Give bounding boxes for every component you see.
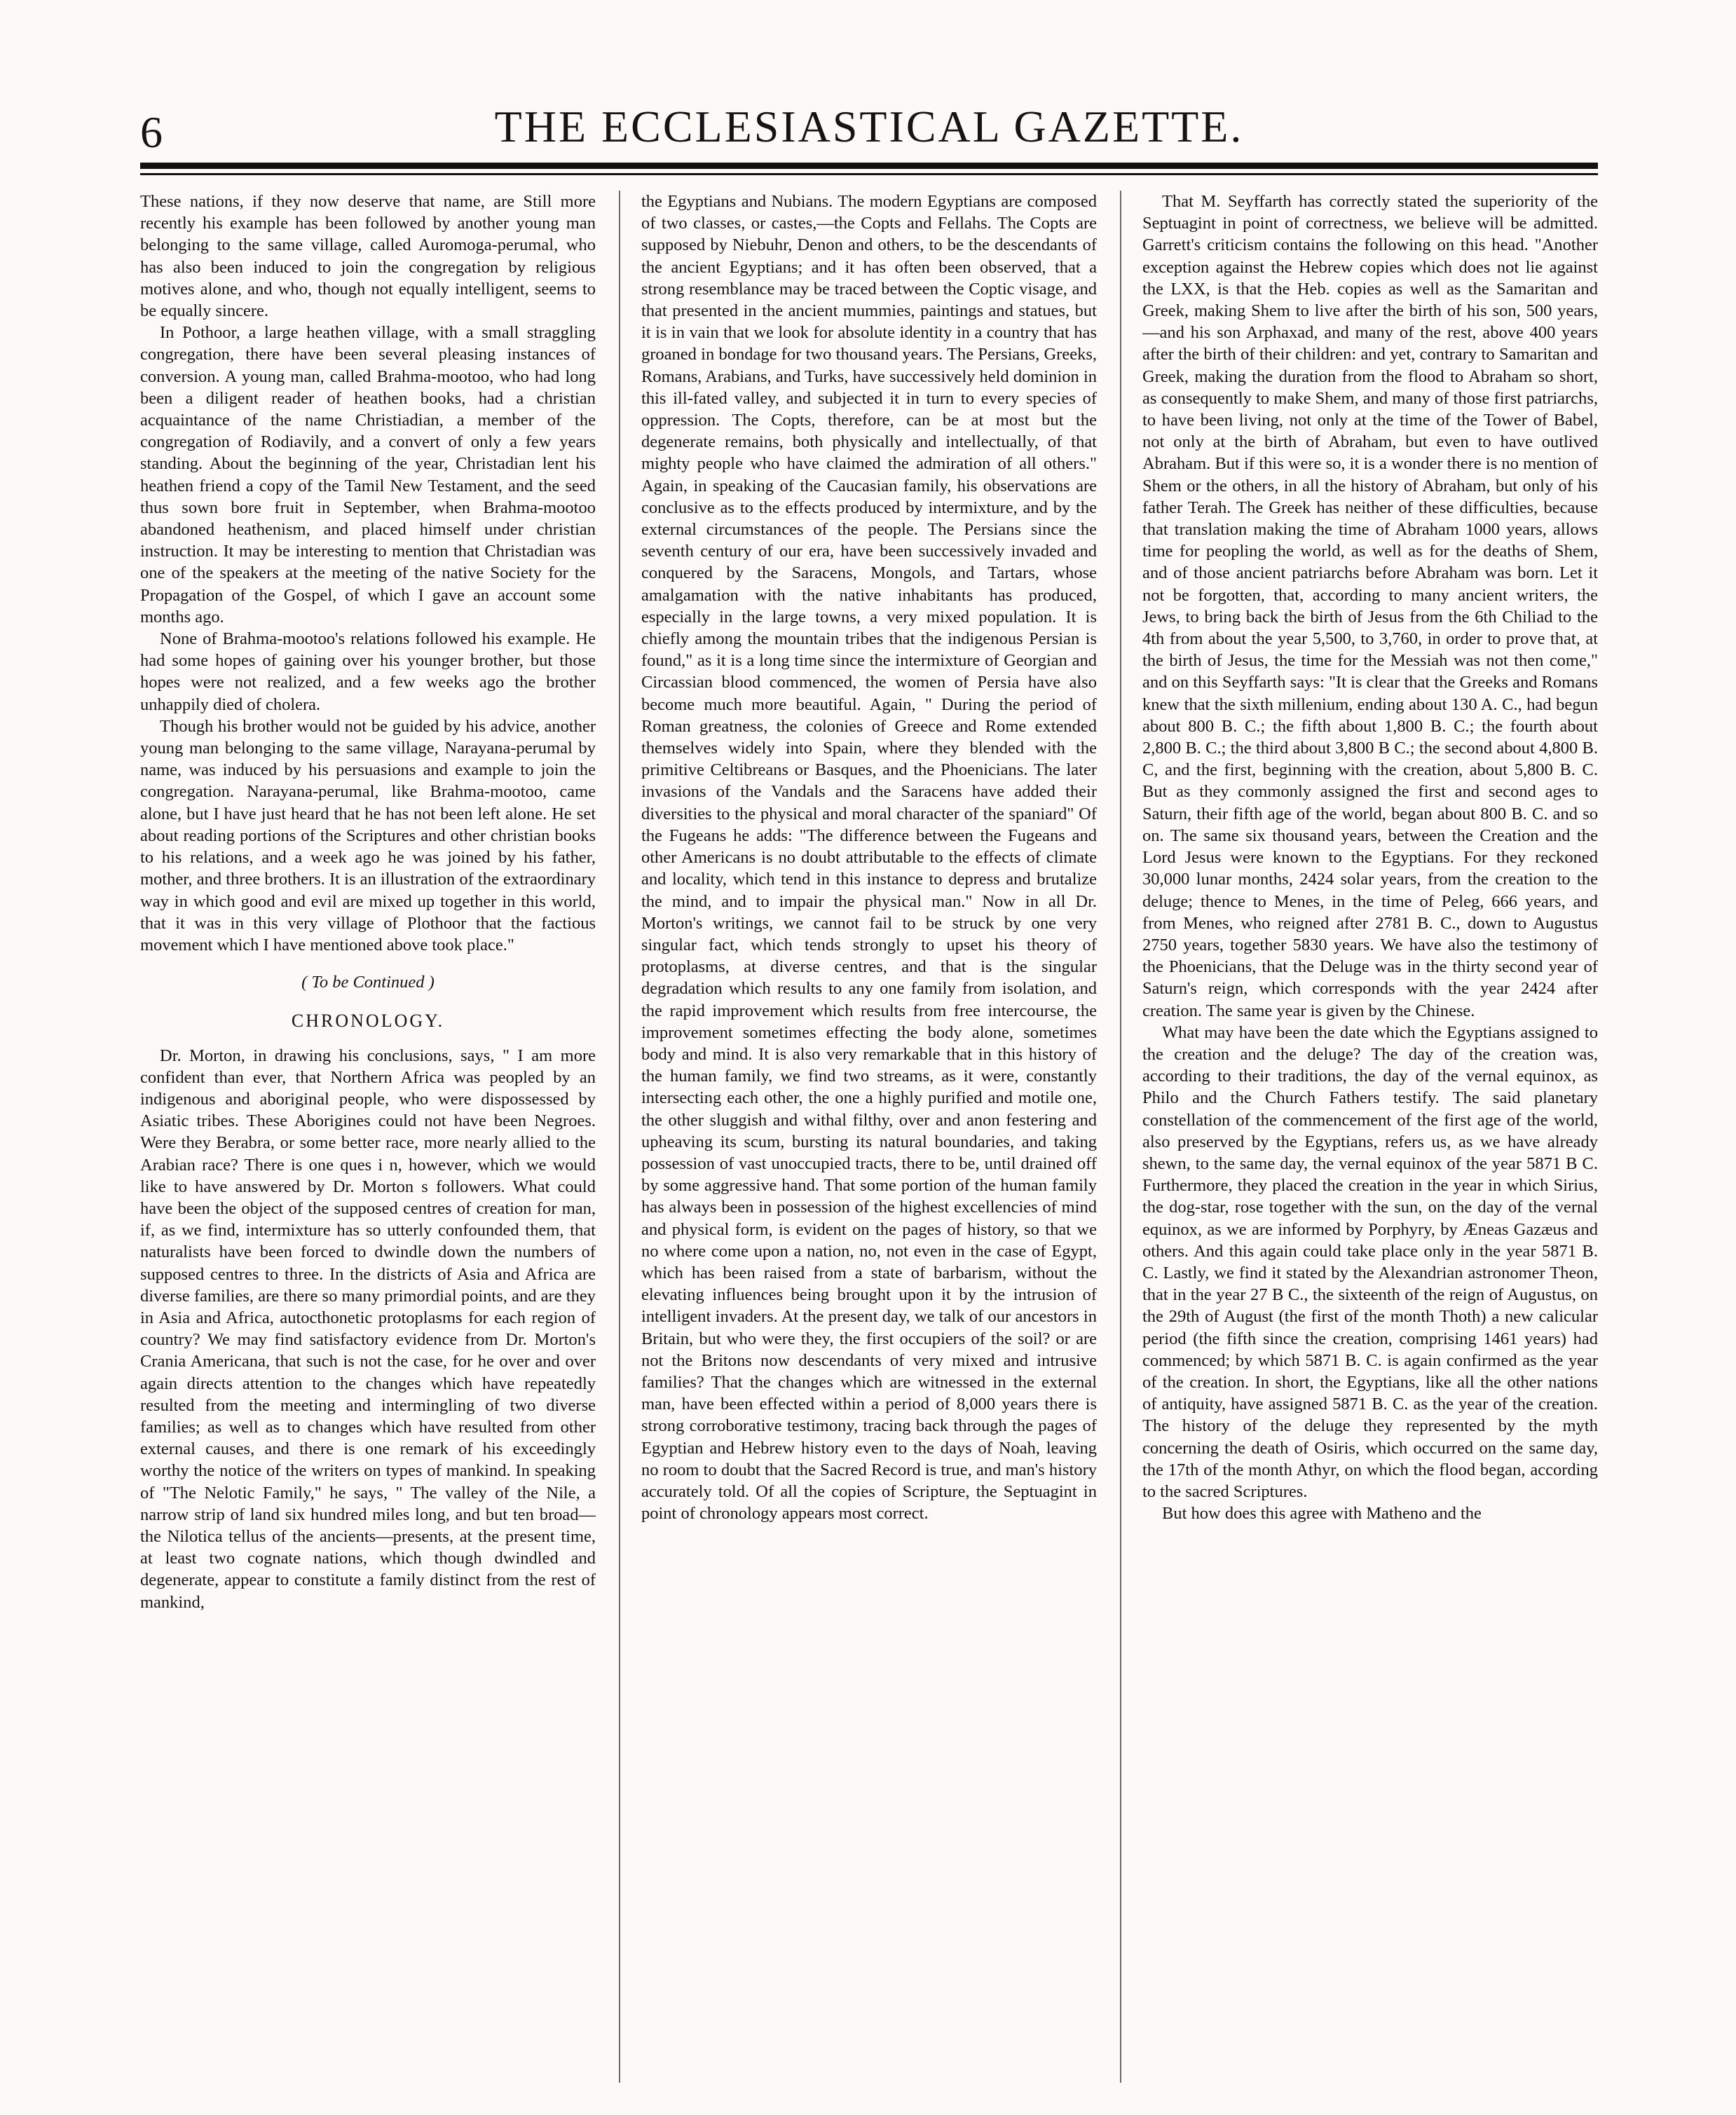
column-1 (140, 191, 596, 2083)
paragraph: What may have been the date which the Egyptians assigned to the creation and the deluge? The day of the creation was, according to their traditions, the day of the vernal equinox, as Philo and the Church Fathers testify. The said planetary constellation of the commencement of the first age of the world, also preserved by the Egyptians, refers us, as we have already shewn, to the same day, the vernal equinox of the year 5871 B C. Furthermore, they placed the creation in the year in which Sirius, the dog-star, rose together with the sun, on the day of the vernal equinox, as we are informed by Porphyry, by Æneas Gazæus and others. And this again could take place only in the year 5871 B. C. Lastly, we find it stated by the Alexandrian astronomer Theon, that in the year 27 B C., the sixteenth of the reign of Augustus, on the 29th of August (the first of the month Thoth) a new calicular period (the fifth since the creation, comprising 1461 years) had commenced; by which 5871 B. C. is again confirmed as the year of the creation. In short, the Egyptians, like all the other nations of antiquity, have assigned 5871 B. C. as the year of the creation. The history of the deluge they represented by the myth concerning the death of Osiris, which occurred on the same day, the 17th of the month Athyr, on which the flood began, according to the sacred Scriptures. (1142, 1022, 1598, 1501)
column-divider (619, 191, 620, 2083)
paragraph: Dr. Morton, in drawing his conclusions, says, " I am more confident than ever, that Northern Africa was peopled by an indigenous and aboriginal people, who were dispossessed by Asiatic tribes. These Aborigines could not have been Negroes. Were they Berabra, or some better race, more nearly allied to the Arabian race? There is one ques i n, however, which we would like to have answered by Dr. Morton s followers. What could have been the object of the supposed centres of creation for man, if, as we find, intermixture has so utterly confounded them, that naturalists have been forced to dwindle down the numbers of supposed centres to three. In the districts of Asia and Africa are diverse families, are there so many primordial points, and are they in Asia and Africa, autocthonetic protoplasms for each region of country? We may find satisfactory evidence from Dr. Morton's Crania Americana, that such is not the case, for he over and over again directs attention to the changes which have repeatedly resulted from the meeting and intermingling of two diverse families; as well as to changes which have resulted from other external causes, and there is one remark of his exceedingly worthy the notice of the writers on types of mankind. In speaking of "The Nelotic Family," he says, " The valley of the Nile, a narrow strip of land six hundred miles long, and but ten broad—the Nilotica tellus of the ancients—presents, at the present time, at least two cognate nations, which though dwindled and degenerate, appear to constitute a family distinct from the rest of mankind, (140, 1046, 596, 1612)
paragraph: Though his brother would not be guided by his advice, another young man belonging to the same village, Narayana-perumal by name, was induced by his persuasions and example to join the congregation. Narayana-perumal, like Brahma-mootoo, came alone, but I have just heard that he has not been left alone. He set about reading portions of the Scriptures and other christian books to his relations, and a week ago he was joined by his father, mother, and three brothers. It is an illustration of the extraordinary way in which good and evil are mixed up together in this world, that it was in this very village of Plothoor that the factious movement which I have mentioned above took place." (140, 716, 596, 954)
article-columns (140, 191, 1598, 2083)
paragraph: None of Brahma-mootoo's relations followed his example. He had some hopes of gaining over his younger brother, but those hopes were not realized, and a few weeks ago the brother unhappily died of cholera. (140, 629, 596, 714)
masthead-rule-thick (140, 163, 1598, 169)
column-divider (1120, 191, 1121, 2083)
column-3 (1142, 191, 1598, 2083)
paragraph: But how does this agree with Matheno and the (1162, 1504, 1482, 1524)
paragraph: These nations, if they now deserve that name, are Still more recently his example has been followed by another young man belonging to the same village, called Auromoga-perumal, who has also been induced to join the congregation by religious motives alone, and who, though not equally intelligent, seems to be equally sincere. (140, 192, 596, 321)
masthead (140, 84, 1598, 161)
paragraph: the Egyptians and Nubians. The modern Egyptians are composed of two classes, or castes,—the Copts and Fellahs. The Copts are supposed by Niebuhr, Denon and others, to be the descendants of the ancient Egyptians; and it has often been observed, that a strong resemblance may be traced between the Coptic visage, and that presented in the ancient mummies, paintings and statues, but it is in vain that we look for absolute identity in a country that has groaned in bondage for two thousand years. The Persians, Greeks, Romans, Arabians, and Turks, have successively held dominion in this ill-fated valley, and subjected it in turn to every species of oppression. The Copts, therefore, can be at most but the degenerate remains, both physically and intellectually, of that mighty people who have claimed the admiration of all others." Again, in speaking of the Caucasian family, his observations are conclusive as to the effects produced by intermixture, and by the external circumstances of the people. The Persians since the seventh century of our era, have been successively invaded and conquered by the Saracens, Mongols, and Tartars, whose amalgamation with the native inhabitants has produced, especially in the large towns, a very mixed population. It is chiefly among the mountain tribes that the indigenous Persian is found," as it is a long time since the intermixture of Georgian and Circassian blood commenced, the women of Persia have also become much more beautiful. Again, " During the period of Roman greatness, the colonies of Greece and Rome extended themselves widely into Spain, where they blended with the primitive Celtibreans or Basques, and the Phoenicians. The later invasions of the Vandals and the Saracens have added their diversities to the physical and moral character of the spaniard" Of the Fugeans he adds: "The difference between the Fugeans and other Americans is no doubt attributable to the effects of climate and locality, which tend in this instance to depress and brutalize the mind, and to impair the physical man." Now in all Dr. Morton's writings, we cannot fail to be struck by one very singular fact, which tends strongly to upset his theory of protoplasms, at diverse centres, and that is the singular degradation which results to any one family from isolation, and the rapid improvement which results from free intercourse, the improvement sometimes effecting the body alone, sometimes body and mind. It is also very remarkable that in this history of the human family, we find two streams, as it were, constantly intersecting each other, the one a highly purified and motile one, the other sluggish and withal filthy, over and anon festering and upheaving its scum, bursting its natural boundaries, and taking possession of vast unoccupied tracts, there to be, until drained off by some aggressive hand. That some portion of the human family has always been in possession of the highest excellencies of mind and physical form, is evident on the pages of history, so that we no where come upon a nation, no, not even in the case of Egypt, which has been raised from a state of barbarism, without the elevating influences being brought upon it by the intrusion of intelligent invaders. At the present day, we talk of our ancestors in Britain, but who were they, the first occupiers of the soil? or are not the Britons now descendants of very mixed and intrusive families? That the changes which are witnessed in the external man, have been effected within a period of 8,000 years there is strong corroborative testimony, tracing back through the pages of Egyptian and Hebrew history even to the days of Noah, leaving no room to doubt that the Sacred Record is true, and man's history accurately told. Of all the copies of Scripture, the Septuagint in point of chronology appears most correct. (641, 192, 1097, 1524)
newspaper-title: THE ECCLESIASTICAL GAZETTE. (494, 102, 1244, 151)
paragraph: That M. Seyffarth has correctly stated the superiority of the Septuagint in point of correctness, we believe will be admitted. Garrett's criticism contains the following on this head. "Another exception against the Hebrew copies which does not lie against the LXX, is that the Heb. copies as well as the Samaritan and Greek, making Shem to live after the birth of his son, 500 years,—and his son Arphaxad, and many of the rest, above 400 years after the birth of their children: and yet, contrary to Samaritan and Greek, making the duration from the flood to Abraham so short, as consequently to make Shem, and many of those first patriarchs, to have been living, not only at the time of the Tower of Babel, not only at the birth of Abraham, but even to have outlived Abraham. But if this were so, it is a wonder there is no mention of Shem or the others, in all the history of Abraham, but only of his father Terah. The Greek has neither of these difficulties, because that translation making the time of Abraham 1000 years, allows time for peopling the world, as well as for the deaths of Shem, and of those ancient patriarchs before Abraham was born. Let it not be forgotten, that, according to many ancient writers, the Jews, to bring back the birth of Jesus from the 6th Chiliad to the 4th from about the year 5,500, to 3,760, in order to prove that, at the birth of Jesus, the time for the Messiah was not then come," and on this Seyffarth says: "It is clear that the Greeks and Romans knew that the sixth millenium, ending about 130 A. C., had begun about 800 B. C.; the fifth about 1,800 B. C.; the fourth about 2,800 B. C.; the third about 3,800 B C.; the second about 4,800 B. C, and the first, beginning with the creation, about 5,800 B. C. But as they commonly assigned the first and second ages to Saturn, their fifth age of the world, began about 800 B. C. and so on. The same six thousand years, between the Creation and the Lord Jesus were known to the Egyptians. For they reckoned 30,000 lunar months, 2424 solar years, from the creation to the deluge; thence to Menes, in the time of Peleg, 666 years, and from Menes, who reigned after 2781 B. C., down to Augustus 2750 years, together 5830 years. We have also the testimony of the Phoenicians, that the Deluge was in the thirty second year of Saturn's reign, which corresponds with the year 2424 after creation. The same year is given by the Chinese. (1142, 192, 1598, 1020)
section-heading-chronology: CHRONOLOGY. (291, 1011, 445, 1032)
column-2 (641, 191, 1097, 2083)
masthead-rule-thin (140, 173, 1598, 175)
continued-note: ( To be Continued ) (301, 973, 435, 992)
paragraph: In Pothoor, a large heathen village, with a small straggling congregation, there have been several pleasing instances of conversion. A young man, called Brahma-mootoo, who had long been a diligent reader of heathen books, had a christian acquaintance of the name Christiadian, a member of the congregation of Rodiavily, and a convert of only a few years standing. About the beginning of the year, Christadian lent his heathen friend a copy of the Tamil New Testament, and the seed thus sown bore fruit in September, when Brahma-mootoo abandoned heathenism, and placed himself under christian instruction. It may be interesting to mention that Christadian was one of the speakers at the meeting of the native Society for the Propagation of the Gospel, of which I gave an account some months ago. (140, 323, 596, 627)
page-number: 6 (140, 107, 163, 157)
